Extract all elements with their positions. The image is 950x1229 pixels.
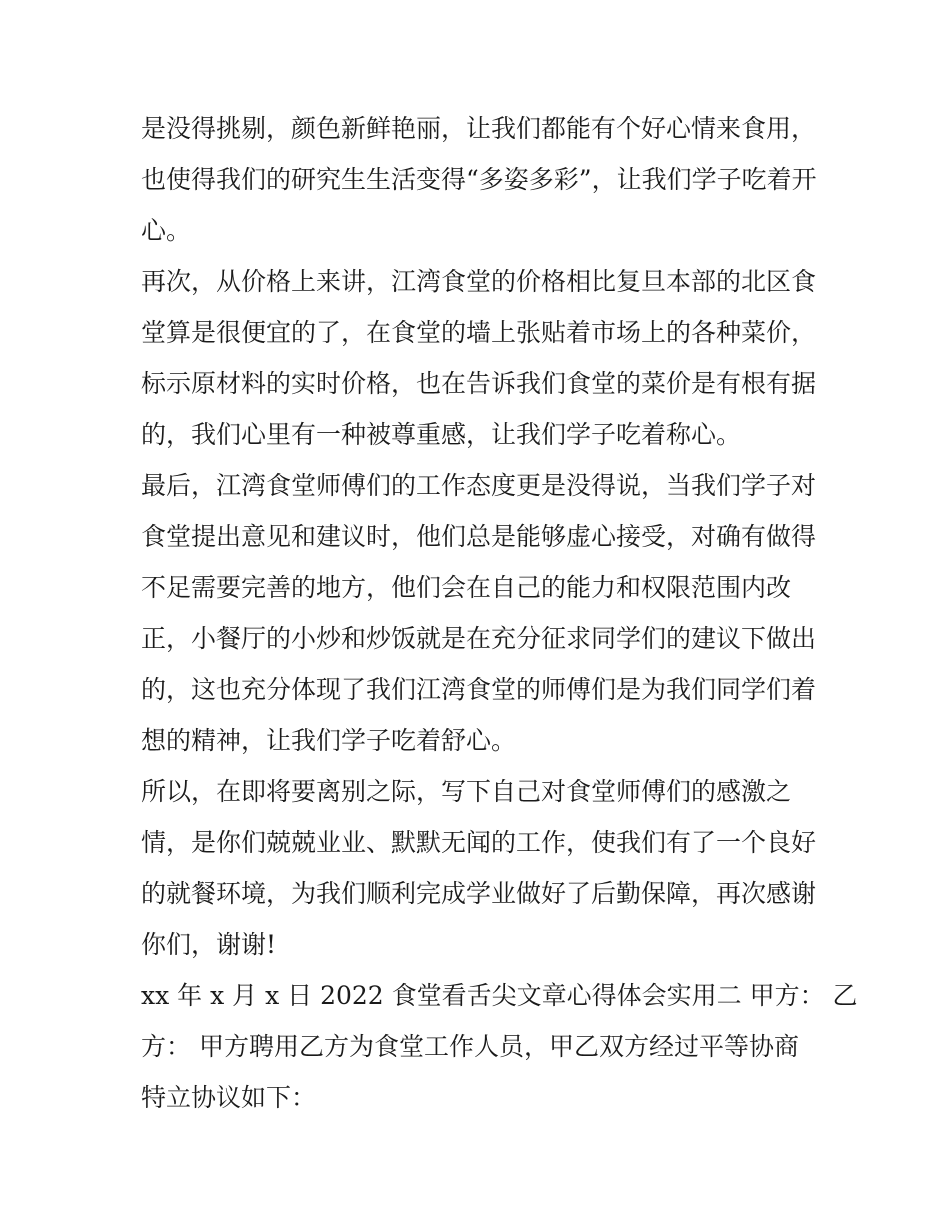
- text-line: 是没得挑剔，颜色新鲜艳丽，让我们都能有个好心情来食用，: [141, 114, 817, 143]
- text-line: 的就餐环境，为我们顺利完成学业做好了后勤保障，再次感谢: [141, 879, 817, 908]
- text-line: 也使得我们的研究生生活变得“多姿多彩”，让我们学子吃着开: [141, 165, 817, 194]
- text-line: 最后，江湾食堂师傅们的工作态度更是没得说，当我们学子对: [141, 471, 817, 500]
- text-line: 正，小餐厅的小炒和炒饭就是在充分征求同学们的建议下做出: [141, 624, 817, 653]
- text-line: xx 年 x 月 x 日 2022 食堂看舌尖文章心得体会实用二 甲方： 乙: [141, 981, 858, 1010]
- text-line: 想的精神，让我们学子吃着舒心。: [141, 726, 517, 755]
- text-line: 特立协议如下：: [141, 1083, 317, 1112]
- text-line: 不足需要完善的地方，他们会在自己的能力和权限范围内改: [141, 573, 792, 602]
- body-text: [141, 103, 858, 1123]
- text-line: 的，这也充分体现了我们江湾食堂的师傅们是为我们同学们着: [141, 675, 817, 704]
- text-line: 堂算是很便宜的了，在食堂的墙上张贴着市场上的各种菜价，: [141, 318, 817, 347]
- text-line: 你们，谢谢!: [141, 930, 277, 959]
- text-line: 所以，在即将要离别之际，写下自己对食堂师傅们的感激之: [141, 777, 792, 806]
- text-line: 食堂提出意见和建议时，他们总是能够虚心接受，对确有做得: [141, 522, 817, 551]
- text-line: 标示原材料的实时价格，也在告诉我们食堂的菜价是有根有据: [141, 369, 817, 398]
- text-line: 心。: [141, 216, 192, 245]
- text-line: 方： 甲方聘用乙方为食堂工作人员，甲乙双方经过平等协商: [141, 1032, 799, 1061]
- text-line: 情，是你们兢兢业业、默默无闻的工作，使我们有了一个良好: [141, 828, 817, 857]
- text-line: 再次，从价格上来讲，江湾食堂的价格相比复旦本部的北区食: [141, 267, 817, 296]
- text-line: 的，我们心里有一种被尊重感，让我们学子吃着称心。: [141, 420, 742, 449]
